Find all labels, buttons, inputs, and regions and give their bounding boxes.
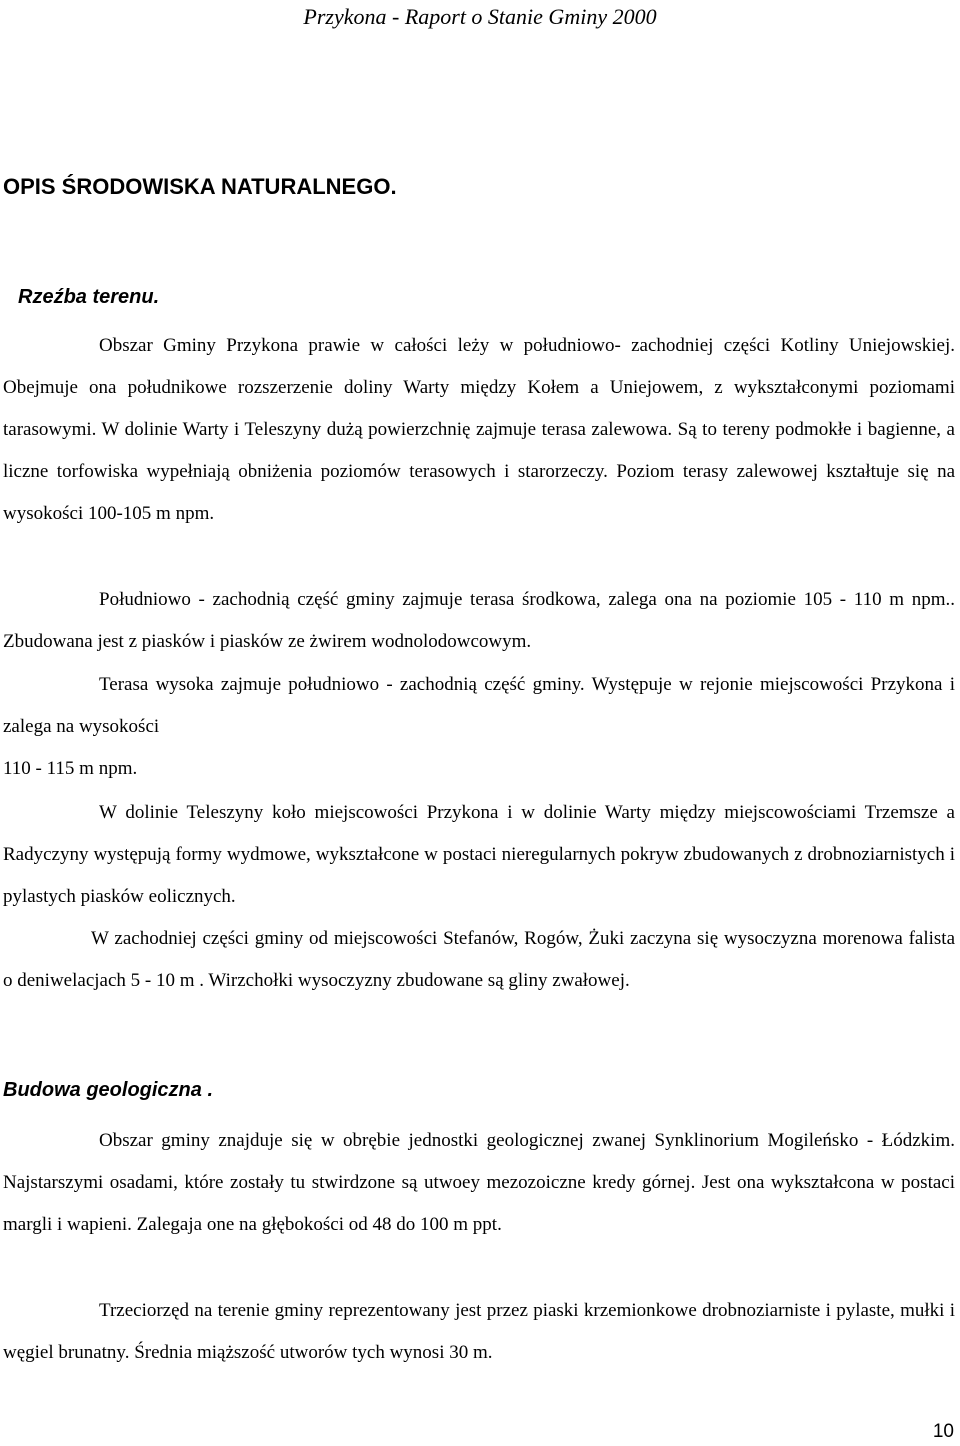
- page-number: 10: [932, 1421, 954, 1442]
- paragraph-high-terrace: [3, 664, 955, 790]
- paragraph-geology-overview: Obszar gminy znajduje się w obrębie jednostki geologicznej zwanej Synklinorium Mogileńsko - Łódzkim. Najstarszymi osadami, które zostały tu stwirdzone są utwoey mezozoiczne kredy górnej. Jest ona wykształcona w postaci margli i wapieni. Zalegaja one na głębokości od 48 do 100 m ppt.: [3, 1130, 955, 1235]
- paragraph-moraine-upland: W zachodniej części gminy od miejscowości Stefanów, Rogów, Żuki zaczyna się wysoczyzna morenowa falista o deniwelacjach 5 - 10 m . Wirzchołki wysoczyzny zbudowane są gliny zwałowej.: [3, 928, 955, 991]
- paragraph-middle-terrace: Południowo - zachodnią część gminy zajmuje terasa środkowa, zalega ona na poziomie 105 - 110 m npm.. Zbudowana jest z piasków i piasków ze żwirem wodnolodowcowym.: [3, 589, 955, 652]
- page-title: OPIS ŚRODOWISKA NATURALNEGO.: [3, 174, 397, 199]
- paragraph-relief-overview: Obszar Gminy Przykona prawie w całości leży w południowo- zachodniej części Kotliny Uniejowskiej. Obejmuje ona południkowe rozszerzenie doliny Warty między Kołem a Uniejowem, z wykształconymi poziomami tarasowymi. W dolinie Warty i Teleszyny dużą powierzchnię zajmuje terasa zalewowa. Są to tereny podmokłe i bagienne, a liczne torfowiska wypełniają obniżenia poziomów terasowych i starorzeczy. Poziom terasy zalewowej kształtuje się na wysokości 100-105 m npm.: [3, 335, 955, 524]
- section-heading-relief: Rzeźba terenu.: [18, 286, 160, 308]
- paragraph-high-terrace-elevation: 110 - 115 m npm.: [3, 758, 138, 779]
- paragraph-dune-forms: W dolinie Teleszyny koło miejscowości Przykona i w dolinie Warty między miejscowościami Trzemsze a Radyczyny występują formy wydmowe, wykształcone w postaci nieregularnych pokryw zbudowanych z drobnoziarnistych i pylastych piasków eolicznych.: [3, 802, 955, 907]
- running-header: Przykona - Raport o Stanie Gminy 2000: [303, 4, 657, 29]
- paragraph-tertiary: Trzeciorzęd na terenie gminy reprezentowany jest przez piaski krzemionkowe drobnoziarniste i pylaste, mułki i węgiel brunatny. Średnia miąższość utworów tych wynosi 30 m.: [3, 1300, 955, 1363]
- paragraph-high-terrace-text: Terasa wysoka zajmuje południowo - zachodnią część gminy. Występuje w rejonie miejscowości Przykona i zalega na wysokości: [3, 674, 955, 737]
- section-heading-geology: Budowa geologiczna .: [3, 1079, 214, 1101]
